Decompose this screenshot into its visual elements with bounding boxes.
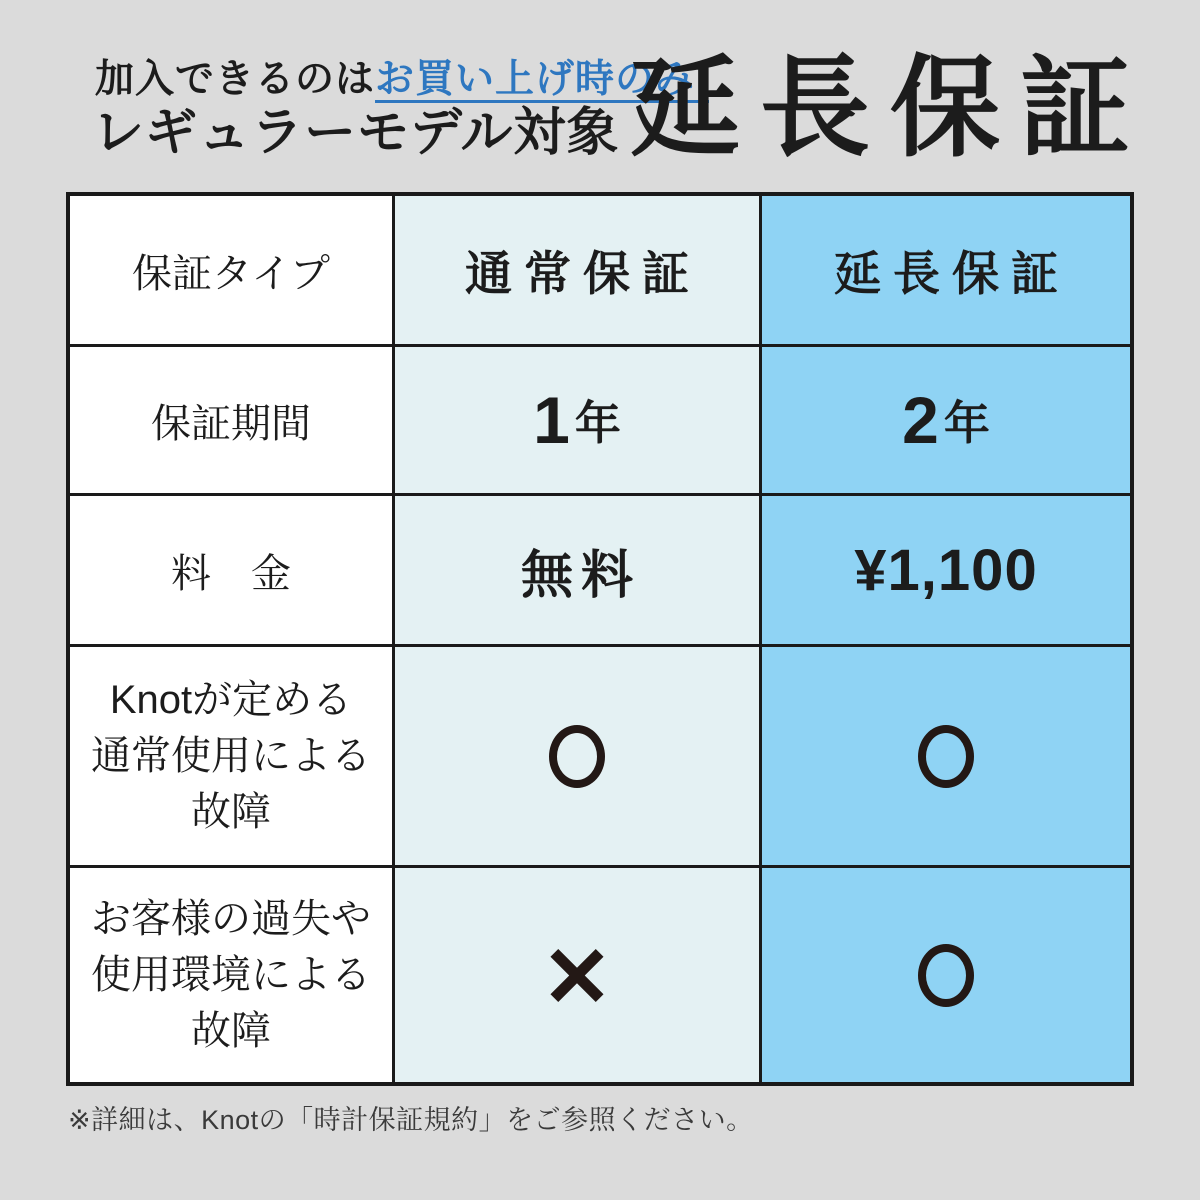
footnote: ※詳細は、Knotの「時計保証規約」をご参照ください。 — [68, 1105, 754, 1135]
price-label: 料 金 — [171, 551, 291, 596]
extended-warranty-header: 延長保証 — [834, 246, 1070, 300]
circle-symbol — [549, 725, 605, 788]
normal-warranty-header: 通常保証 — [465, 246, 701, 300]
cell-user-fault-extended — [762, 868, 1130, 1082]
price-normal-value: 無料 — [520, 546, 641, 605]
cell-normal-use-extended — [762, 647, 1130, 865]
cell-user-fault-label — [70, 868, 392, 1082]
user-fault-label: お客様の過失や 使用環境による 故障 — [91, 897, 371, 1053]
cell-price-label — [70, 496, 392, 644]
period-normal-number: 1 — [533, 383, 570, 457]
page-title: 延長保証 — [630, 47, 1150, 170]
cell-normal-use-normal — [395, 647, 759, 865]
period-normal-unit: 年 — [574, 397, 621, 449]
cell-period-label — [70, 347, 392, 493]
cell-extended-warranty-header — [762, 196, 1130, 344]
tagline-black-text: 加入できるのは — [95, 58, 376, 101]
cross-symbol — [551, 949, 603, 1001]
warranty-type-label: 保証タイプ — [132, 251, 330, 296]
price-extended-value: ¥1,100 — [854, 537, 1038, 603]
cell-period-extended — [762, 347, 1130, 493]
warranty-comparison-table — [66, 192, 1134, 1086]
cell-period-normal — [395, 347, 759, 493]
cell-normal-use-label — [70, 647, 392, 865]
tagline-highlight-text: お買い上げ時のみ! — [375, 58, 710, 101]
circle-symbol — [918, 725, 974, 788]
cell-user-fault-normal — [395, 868, 759, 1082]
period-extended-number: 2 — [902, 383, 939, 457]
cell-price-extended — [762, 496, 1130, 644]
period-label: 保証期間 — [151, 401, 311, 446]
period-extended-unit: 年 — [943, 397, 990, 449]
tagline — [95, 58, 709, 103]
subtitle: レギュラーモデル対象 — [92, 104, 620, 162]
cell-normal-warranty-header — [395, 196, 759, 344]
normal-use-label: Knotが定める 通常使用による 故障 — [91, 678, 371, 834]
cell-price-normal — [395, 496, 759, 644]
cell-warranty-type-label — [70, 196, 392, 344]
circle-symbol — [918, 944, 974, 1007]
